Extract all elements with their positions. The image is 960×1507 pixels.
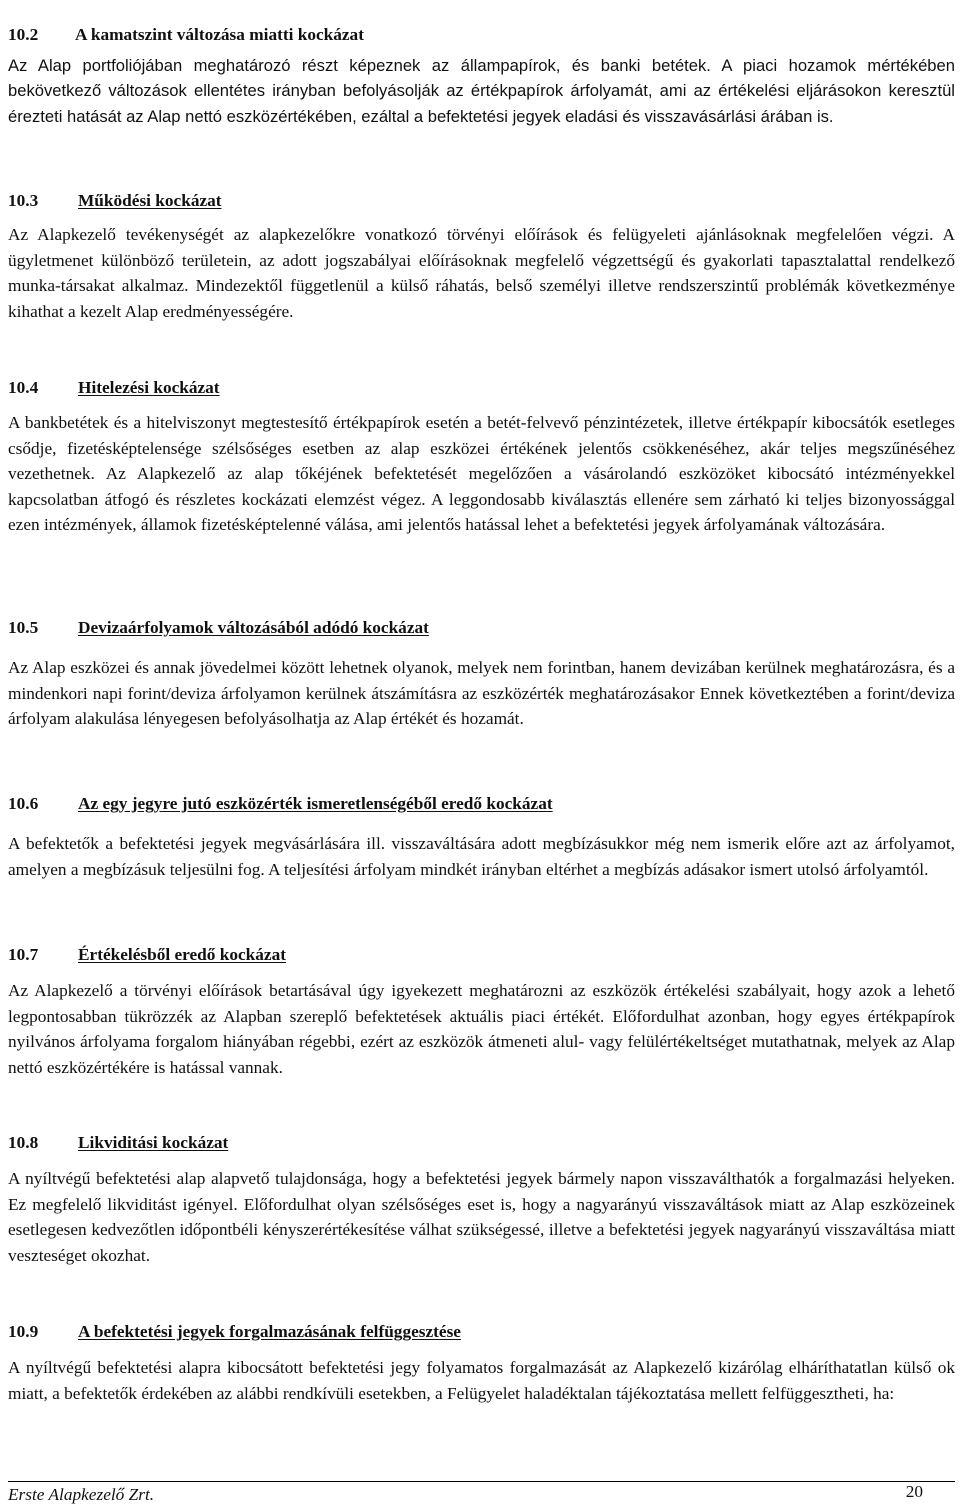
section-title: A befektetési jegyek forgalmazásának felfüggesztése	[78, 1322, 461, 1341]
section-paragraph: A nyíltvégű befektetési alapra kibocsátott befektetési jegy folyamatos forgalmazását az Alapkezelő kizárólag elháríthatatlan külső ok miatt, a befektetők érdekében az alábbi rendkívüli esetekben, a Felügyelet haladéktalan tájékoztatása mellett felfüggesztheti, ha:	[8, 1358, 955, 1403]
section-10-2	[8, 25, 955, 129]
section-10-6	[8, 794, 955, 882]
section-10-3	[8, 191, 955, 324]
section-number: 10.3	[8, 191, 39, 210]
footer-organization: Erste Alapkezelő Zrt.	[8, 1485, 155, 1504]
section-number: 10.4	[8, 378, 39, 397]
section-title: Devizaárfolyamok változásából adódó kockázat	[78, 618, 429, 637]
section-number: 10.7	[8, 945, 39, 964]
section-paragraph: Az Alapkezelő a törvényi előírások betartásával úgy igyekezett meghatározni az eszközök értékelési szabályait, hogy azok a lehető legpontosabban tükrözzék az Alapban szereplő befektetések aktuális piaci értékét. Előfordulhat azonban, hogy egyes értékpapírok nyilvános árfolyama forgalom hiányában régebbi, ezért az eszközök átmeneti alul- vagy felülértékeltséget mutathatnak, melyek az Alap nettó eszközértékére is hatással vannak.	[8, 981, 955, 1077]
section-paragraph: A befektetők a befektetési jegyek megvásárlására ill. visszaváltására adott megbízásukkor még nem ismerik előre azt az árfolyamot, amelyen a megbízásuk teljesülni fog. A teljesítési árfolyam mindkét irányban eltérhet a megbízás adásakor ismert utolsó árfolyamtól.	[8, 834, 955, 879]
section-number: 10.5	[8, 618, 39, 637]
section-title: Működési kockázat	[78, 191, 222, 210]
section-10-5	[8, 618, 955, 732]
section-title: Likviditási kockázat	[78, 1133, 229, 1152]
section-paragraph: Az Alapkezelő tevékenységét az alapkezelőkre vonatkozó törvényi előírások és felügyeleti ajánlásoknak megfelelően végzi. A ügyletmenet különböző területein, az adott jogszabályai előírásoknak megfelelő végzettségű és gyakorlati tapasztalattal rendelkező munka-társakat alkalmaz. Mindezektől függetlenül a külső ráhatás, belső személyi illetve rendszerszintű problémák következménye kihathat a kezelt Alap eredményességére.	[8, 225, 955, 321]
section-10-8	[8, 1133, 955, 1268]
section-heading	[8, 378, 955, 398]
section-paragraph: Az Alap portfoliójában meghatározó részt képeznek az állampapírok, és banki betétek. A piaci hozamok mértékében bekövetkező változások ellentétes irányban befolyásolják az értékpapírok árfolyamát, ami az értékelési eljárásokon keresztül érezteti hatását az Alap nettó eszközértékében, ezáltal a befektetési jegyek eladási és visszavásárlási árában is.	[8, 56, 955, 126]
section-number: 10.6	[8, 794, 39, 813]
section-title: Hitelezési kockázat	[78, 378, 220, 397]
section-10-4	[8, 378, 955, 538]
section-title: A kamatszint változása miatti kockázat	[75, 25, 364, 44]
section-heading	[8, 618, 955, 638]
section-10-9	[8, 1322, 955, 1406]
section-10-7	[8, 945, 955, 1080]
section-number: 10.9	[8, 1322, 39, 1341]
section-number: 10.2	[8, 25, 39, 44]
section-heading	[8, 794, 955, 814]
section-heading	[8, 1133, 955, 1153]
section-number: 10.8	[8, 1133, 39, 1152]
section-title: Értékelésből eredő kockázat	[78, 945, 286, 964]
section-title: Az egy jegyre jutó eszközérték ismeretlenségéből eredő kockázat	[78, 794, 553, 813]
section-heading	[8, 1322, 955, 1342]
section-heading	[8, 25, 955, 45]
section-paragraph: A bankbetétek és a hitelviszonyt megtestesítő értékpapírok esetén a betét-felvevő pénzintézetek, illetve értékpapír kibocsátók esetleges csődje, fizetésképtelensége szélsőséges esetben az alap eszközei értékének jelentős csökkenéséhez, akár teljes megszűnéséhez vezethetnek. Az Alapkezelő az alap tőkéjének befektetését megelőzően a vásárolandó eszközöket kibocsátó intézményekkel kapcsolatban átfogó és részletes kockázati elemzést végez. A leggondosabb kiválasztás ellenére sem zárható ki teljes bizonyossággal ezen intézmények, államok fizetésképtelenné válása, ami jelentős hatással lehet a befektetési jegyek árfolyamának változására.	[8, 413, 955, 535]
section-paragraph: A nyíltvégű befektetési alap alapvető tulajdonsága, hogy a befektetési jegyek bármely napon visszaválthatók a forgalmazási helyeken. Ez megfelelő likviditást igényel. Előfordulhat olyan szélsőséges eset is, hogy a nagyarányú visszaváltások miatt az Alap eszközeinek esetlegesen kedvezőtlen időpontbéli kényszerértékesítése válhat szükségessé, illetve a befektetési jegyek nagyarányú visszaváltása miatt veszteséget okozhat.	[8, 1169, 955, 1265]
section-heading	[8, 945, 955, 965]
section-heading	[8, 191, 955, 211]
page-number: 20	[905, 1482, 923, 1501]
page-footer	[8, 1481, 955, 1507]
section-paragraph: Az Alap eszközei és annak jövedelmei között lehetnek olyanok, melyek nem forintban, hanem devizában kerülnek meghatározásra, és a mindenkori napi forint/deviza árfolyamon kerülnek átszámításra az eszközérték meghatározásakor Ennek következtében a forint/deviza árfolyam alakulása lényegesen befolyásolhatja az Alap értékét és hozamát.	[8, 658, 955, 729]
footer-divider	[8, 1481, 955, 1482]
